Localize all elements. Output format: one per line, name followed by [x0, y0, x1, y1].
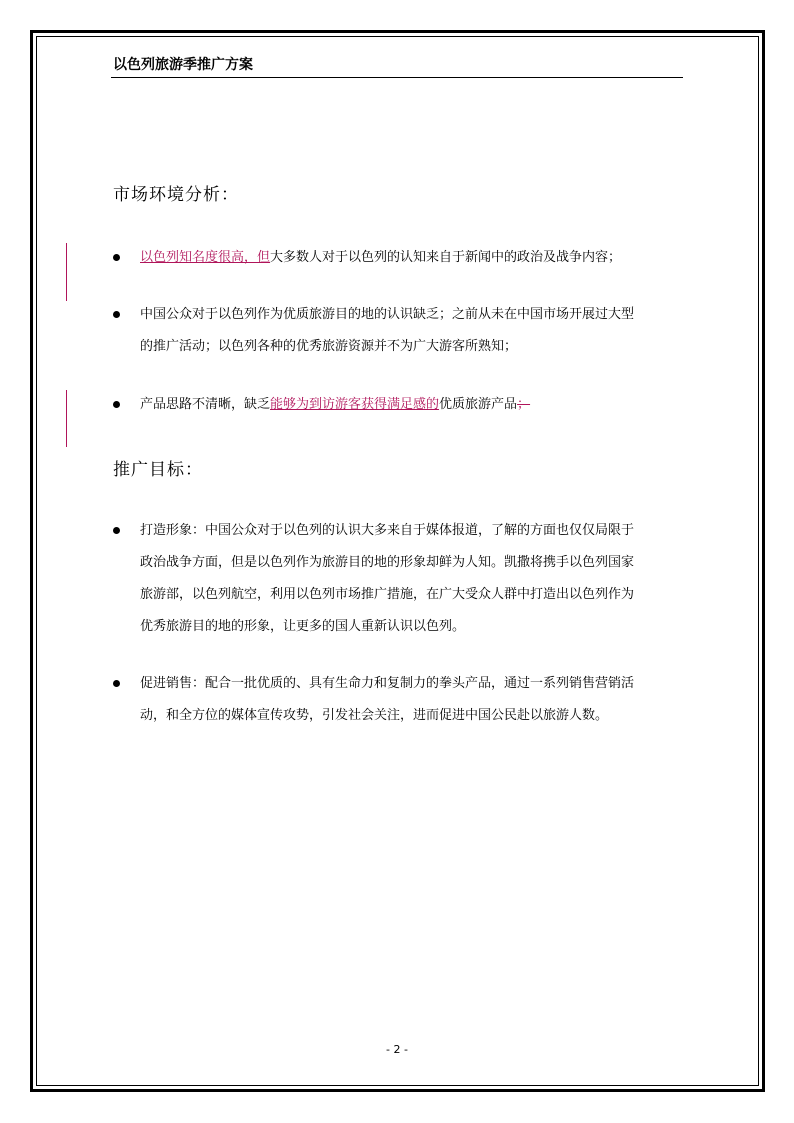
revision-bar [66, 390, 67, 447]
goals-item-1-line-2: 政治战争方面，但是以色列作为旅游目的地的形象却鲜为人知。凯撒将携手以色列国家 [140, 555, 635, 570]
tracked-deletion: ； [517, 397, 531, 412]
header-rule [111, 77, 683, 78]
market-item-3-text-before: 产品思路不清晰，缺乏 [140, 397, 271, 412]
goals-item-2-line-1: 促进销售：配合一批优质的、具有生命力和复制力的拳头产品，通过一系列销售营销活 [140, 676, 635, 691]
bullet-icon [113, 680, 120, 687]
market-analysis-heading: 市场环境分析： [113, 185, 239, 205]
bullet-icon [113, 527, 120, 534]
goals-item-1-line-3: 旅游部，以色列航空，利用以色列市场推广措施，在广大受众人群中打造出以色列作为 [140, 587, 635, 602]
market-item-2 [140, 299, 695, 363]
goals-item-2-line-2: 动，和全方位的媒体宣传攻势，引发社会关注，进而促进中国公民赴以旅游人数。 [140, 708, 609, 723]
goals-item-1-line-1: 打造形象：中国公众对于以色列的认识大多来自于媒体报道，了解的方面也仅仅局限于 [140, 523, 635, 538]
revision-bar [66, 243, 67, 301]
goals-item-1 [140, 515, 695, 643]
goals-item-1-line-4: 优秀旅游目的地的形象，让更多的国人重新认识以色列。 [140, 619, 466, 634]
market-item-1 [140, 242, 695, 274]
bullet-icon [113, 401, 120, 408]
market-item-1-text: 大多数人对于以色列的认知来自于新闻中的政治及战争内容； [270, 250, 622, 265]
document-header-title: 以色列旅游季推广方案 [113, 57, 253, 73]
market-item-3 [140, 389, 695, 421]
tracked-insertion: 以色列知名度很高，但 [140, 250, 271, 265]
market-item-2-line-1: 中国公众对于以色列作为优质旅游目的地的认识缺乏；之前从未在中国市场开展过大型 [140, 307, 635, 322]
tracked-insertion: 能够为到访游客获得满足感的 [270, 397, 440, 412]
promotion-goals-heading: 推广目标： [113, 460, 203, 480]
market-item-2-line-2: 的推广活动；以色列各种的优秀旅游资源并不为广大游客所熟知； [140, 339, 518, 354]
bullet-icon [113, 311, 120, 318]
bullet-icon [113, 254, 120, 261]
page-number: - 2 - [386, 1043, 408, 1056]
market-item-3-text-after: 优质旅游产品 [439, 397, 518, 412]
goals-item-2 [140, 668, 695, 732]
